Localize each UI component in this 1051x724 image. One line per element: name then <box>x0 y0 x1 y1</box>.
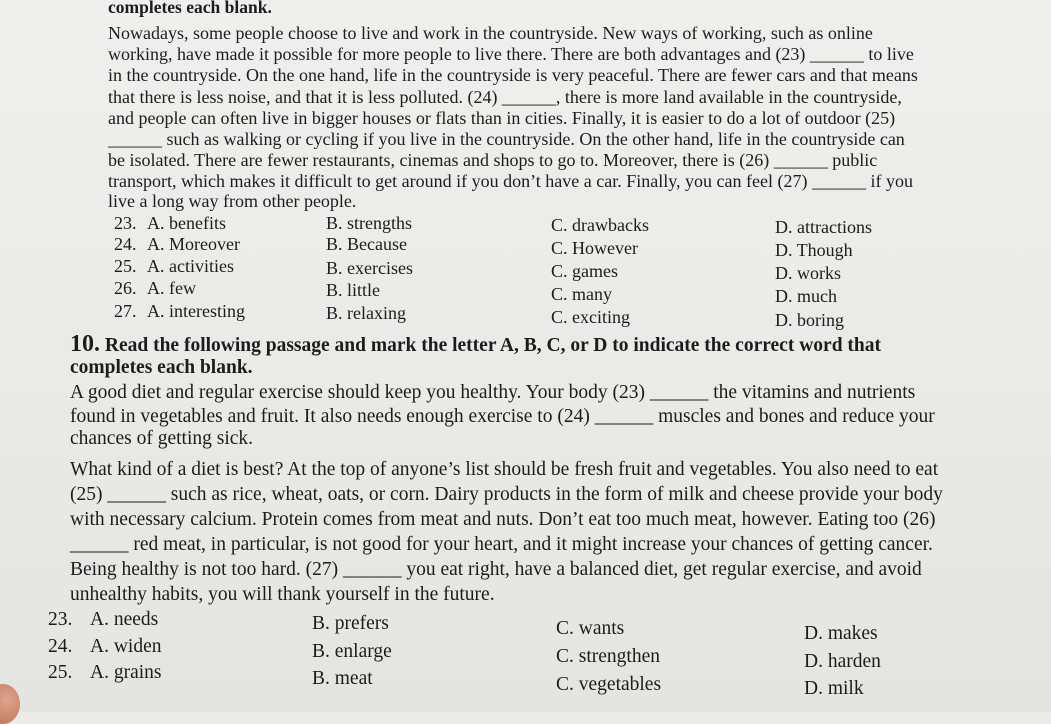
section2-heading-line2: completes each blank. <box>70 357 253 378</box>
option-d[interactable]: D. works <box>775 263 841 283</box>
option-d[interactable]: D. much <box>775 286 837 306</box>
question-number: 24. <box>114 234 137 254</box>
section2-heading <box>70 331 881 359</box>
s1-passage-line: transport, which makes it difficult to get around if you don’t have a car. Finally, you can feel (27) ______ if you <box>108 171 913 191</box>
option-b[interactable]: B. exercises <box>326 258 413 278</box>
option-b[interactable]: B. strengths <box>326 213 413 233</box>
option-d[interactable]: D. makes <box>804 623 878 644</box>
option-c[interactable]: C. exciting <box>551 307 630 327</box>
option-a[interactable]: A. widen <box>90 636 162 657</box>
option-d[interactable]: D. milk <box>804 678 864 699</box>
option-a[interactable]: A. grains <box>90 662 162 683</box>
option-c[interactable]: C. However <box>551 238 638 258</box>
question-number: 26. <box>114 278 137 298</box>
s1-passage-line: Nowadays, some people choose to live and work in the countryside. New ways of working, such as online <box>108 23 873 43</box>
section1-heading-tail: completes each blank. <box>108 0 272 17</box>
option-a[interactable]: A. interesting <box>147 301 245 321</box>
option-a[interactable]: A. benefits <box>147 213 226 233</box>
s2-passage-line: chances of getting sick. <box>70 428 254 449</box>
option-b[interactable]: B. little <box>326 280 380 300</box>
s2-passage-line: What kind of a diet is best? At the top of anyone’s list should be fresh fruit and vegetables. You also need to eat <box>70 459 939 480</box>
option-a[interactable]: A. few <box>147 278 196 298</box>
question-number: 25. <box>114 256 137 276</box>
option-b[interactable]: B. relaxing <box>326 303 406 323</box>
s1-passage-line: and people can often live in bigger houses or flats than in cities. Finally, it is easier to do a lot of outdoor (25) <box>108 108 896 128</box>
option-a[interactable]: A. Moreover <box>147 234 240 254</box>
option-d[interactable]: D. attractions <box>775 217 872 237</box>
option-b[interactable]: B. meat <box>312 668 373 689</box>
option-d[interactable]: D. Though <box>775 240 853 260</box>
option-b[interactable]: B. Because <box>326 234 407 254</box>
question-number: 24. <box>48 636 73 657</box>
s2-passage-line: ______ red meat, in particular, is not good for your heart, and it might increase your chances of getting cancer. <box>70 534 933 555</box>
option-b[interactable]: B. prefers <box>312 613 389 634</box>
s1-passage-line: in the countryside. On the one hand, life in the countryside is very peaceful. There are fewer cars and that means <box>108 65 918 85</box>
option-a[interactable]: A. needs <box>90 609 159 630</box>
option-c[interactable]: C. many <box>551 284 612 304</box>
option-c[interactable]: C. games <box>551 261 618 281</box>
s1-passage-line: be isolated. There are fewer restaurants, cinemas and shops to go to. Moreover, there is (26) ______ public <box>108 150 878 170</box>
option-c[interactable]: C. wants <box>556 618 625 639</box>
s2-passage-line: with necessary calcium. Protein comes from meat and nuts. Don’t eat too much meat, however. Eating too (26) <box>70 509 936 530</box>
option-b[interactable]: B. enlarge <box>312 641 392 662</box>
finger-shadow <box>0 684 20 724</box>
question-number: 27. <box>114 301 137 321</box>
s1-passage-line: ______ such as walking or cycling if you live in the countryside. On the other hand, life in the countryside can <box>108 129 905 149</box>
option-c[interactable]: C. vegetables <box>556 674 662 695</box>
s1-passage-line: that there is less noise, and that it is less polluted. (24) ______, there is more land available in the countryside, <box>108 87 902 107</box>
s2-passage-line: (25) ______ such as rice, wheat, oats, or corn. Dairy products in the form of milk and cheese provide your body <box>70 484 943 505</box>
s1-passage-line: live a long way from other people. <box>108 191 357 211</box>
s2-passage-line: unhealthy habits, you will thank yourself in the future. <box>70 584 495 605</box>
section2-heading-line1: Read the following passage and mark the letter A, B, C, or D to indicate the correct word that <box>104 335 881 356</box>
option-a[interactable]: A. activities <box>147 256 234 276</box>
question-number: 23. <box>114 213 137 233</box>
s1-passage-line: working, have made it possible for more people to live there. There are both advantages and (23) ______ to live <box>108 44 914 64</box>
option-d[interactable]: D. boring <box>775 310 844 330</box>
option-c[interactable]: C. strengthen <box>556 646 660 667</box>
s2-passage-line: Being healthy is not too hard. (27) ______ you eat right, have a balanced diet, get regular exercise, and avoid <box>70 559 922 580</box>
question-number: 25. <box>48 662 73 683</box>
option-c[interactable]: C. drawbacks <box>551 215 649 235</box>
question-number: 23. <box>48 609 73 630</box>
section2-number: 10. <box>70 331 100 357</box>
option-d[interactable]: D. harden <box>804 651 881 672</box>
s2-passage-line: A good diet and regular exercise should keep you healthy. Your body (23) ______ the vitamins and nutrients <box>70 382 916 403</box>
s2-passage-line: found in vegetables and fruit. It also needs enough exercise to (24) ______ muscles and bones and reduce your <box>70 406 935 427</box>
